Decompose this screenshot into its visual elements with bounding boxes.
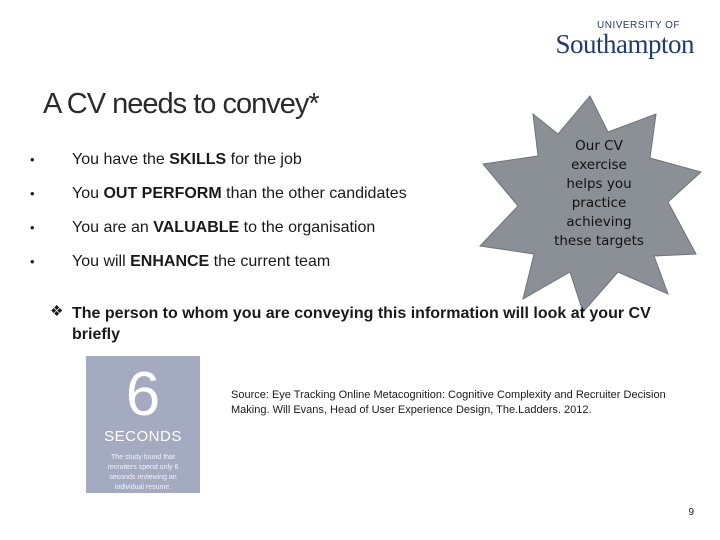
callout-line: practice — [571, 195, 627, 211]
bullet-text-bold: ENHANCE — [130, 253, 210, 270]
bullet-text-pre: You will — [72, 253, 131, 270]
diamond-bullet-icon: ❖ — [50, 303, 64, 320]
logo-top-text: UNIVERSITY OF — [597, 20, 680, 31]
bullet-item — [30, 150, 407, 184]
bullet-dot: • — [30, 152, 35, 167]
bullet-dot: • — [30, 220, 35, 235]
six-seconds-thumbnail — [86, 356, 200, 493]
callout-line: helps you — [566, 176, 632, 192]
logo-main-text: Southampton — [555, 29, 694, 59]
bullet-dot: • — [30, 186, 35, 201]
bullet-text-pre: You are an — [72, 219, 154, 236]
bullet-text-post: for the job — [226, 151, 302, 168]
bullet-list — [30, 150, 407, 286]
university-logo — [555, 20, 694, 57]
thumbnail-number: 6 — [125, 360, 161, 429]
bullet-text-pre: You — [72, 185, 104, 202]
callout-line: these targets — [554, 233, 644, 249]
bullet-item — [30, 252, 407, 286]
bullet-text-bold: SKILLS — [169, 151, 227, 168]
bullet-item — [30, 184, 407, 218]
bullet-item — [30, 218, 407, 252]
key-point-text: The person to whom you are conveying this information will look at your CV briefly — [72, 305, 651, 343]
callout-line: Our CV — [575, 138, 623, 154]
thumbnail-label: SECONDS — [104, 428, 182, 445]
slide-title: A CV needs to convey* — [43, 88, 319, 120]
bullet-text-bold: VALUABLE — [153, 219, 240, 236]
page-number: 9 — [688, 507, 694, 518]
bullet-text-post: the current team — [209, 253, 331, 270]
callout-text — [540, 137, 658, 251]
bullet-text-pre: You have the — [72, 151, 170, 168]
callout-line: achieving — [566, 214, 632, 230]
callout-line: exercise — [571, 157, 627, 173]
bullet-text-post: than the other candidates — [221, 185, 407, 202]
bullet-dot: • — [30, 254, 35, 269]
bullet-text-bold: OUT PERFORM — [103, 185, 222, 202]
thumbnail-caption: The study found that recruiters spend only 6 seconds reviewing an individual resume. — [107, 454, 179, 491]
bullet-text-post: to the organisation — [239, 219, 376, 236]
source-citation: Source: Eye Tracking Online Metacognition: Cognitive Complexity and Recruiter Decision Making. Will Evans, Head of User Experience Design, The.Ladders. 2012. — [231, 389, 666, 416]
